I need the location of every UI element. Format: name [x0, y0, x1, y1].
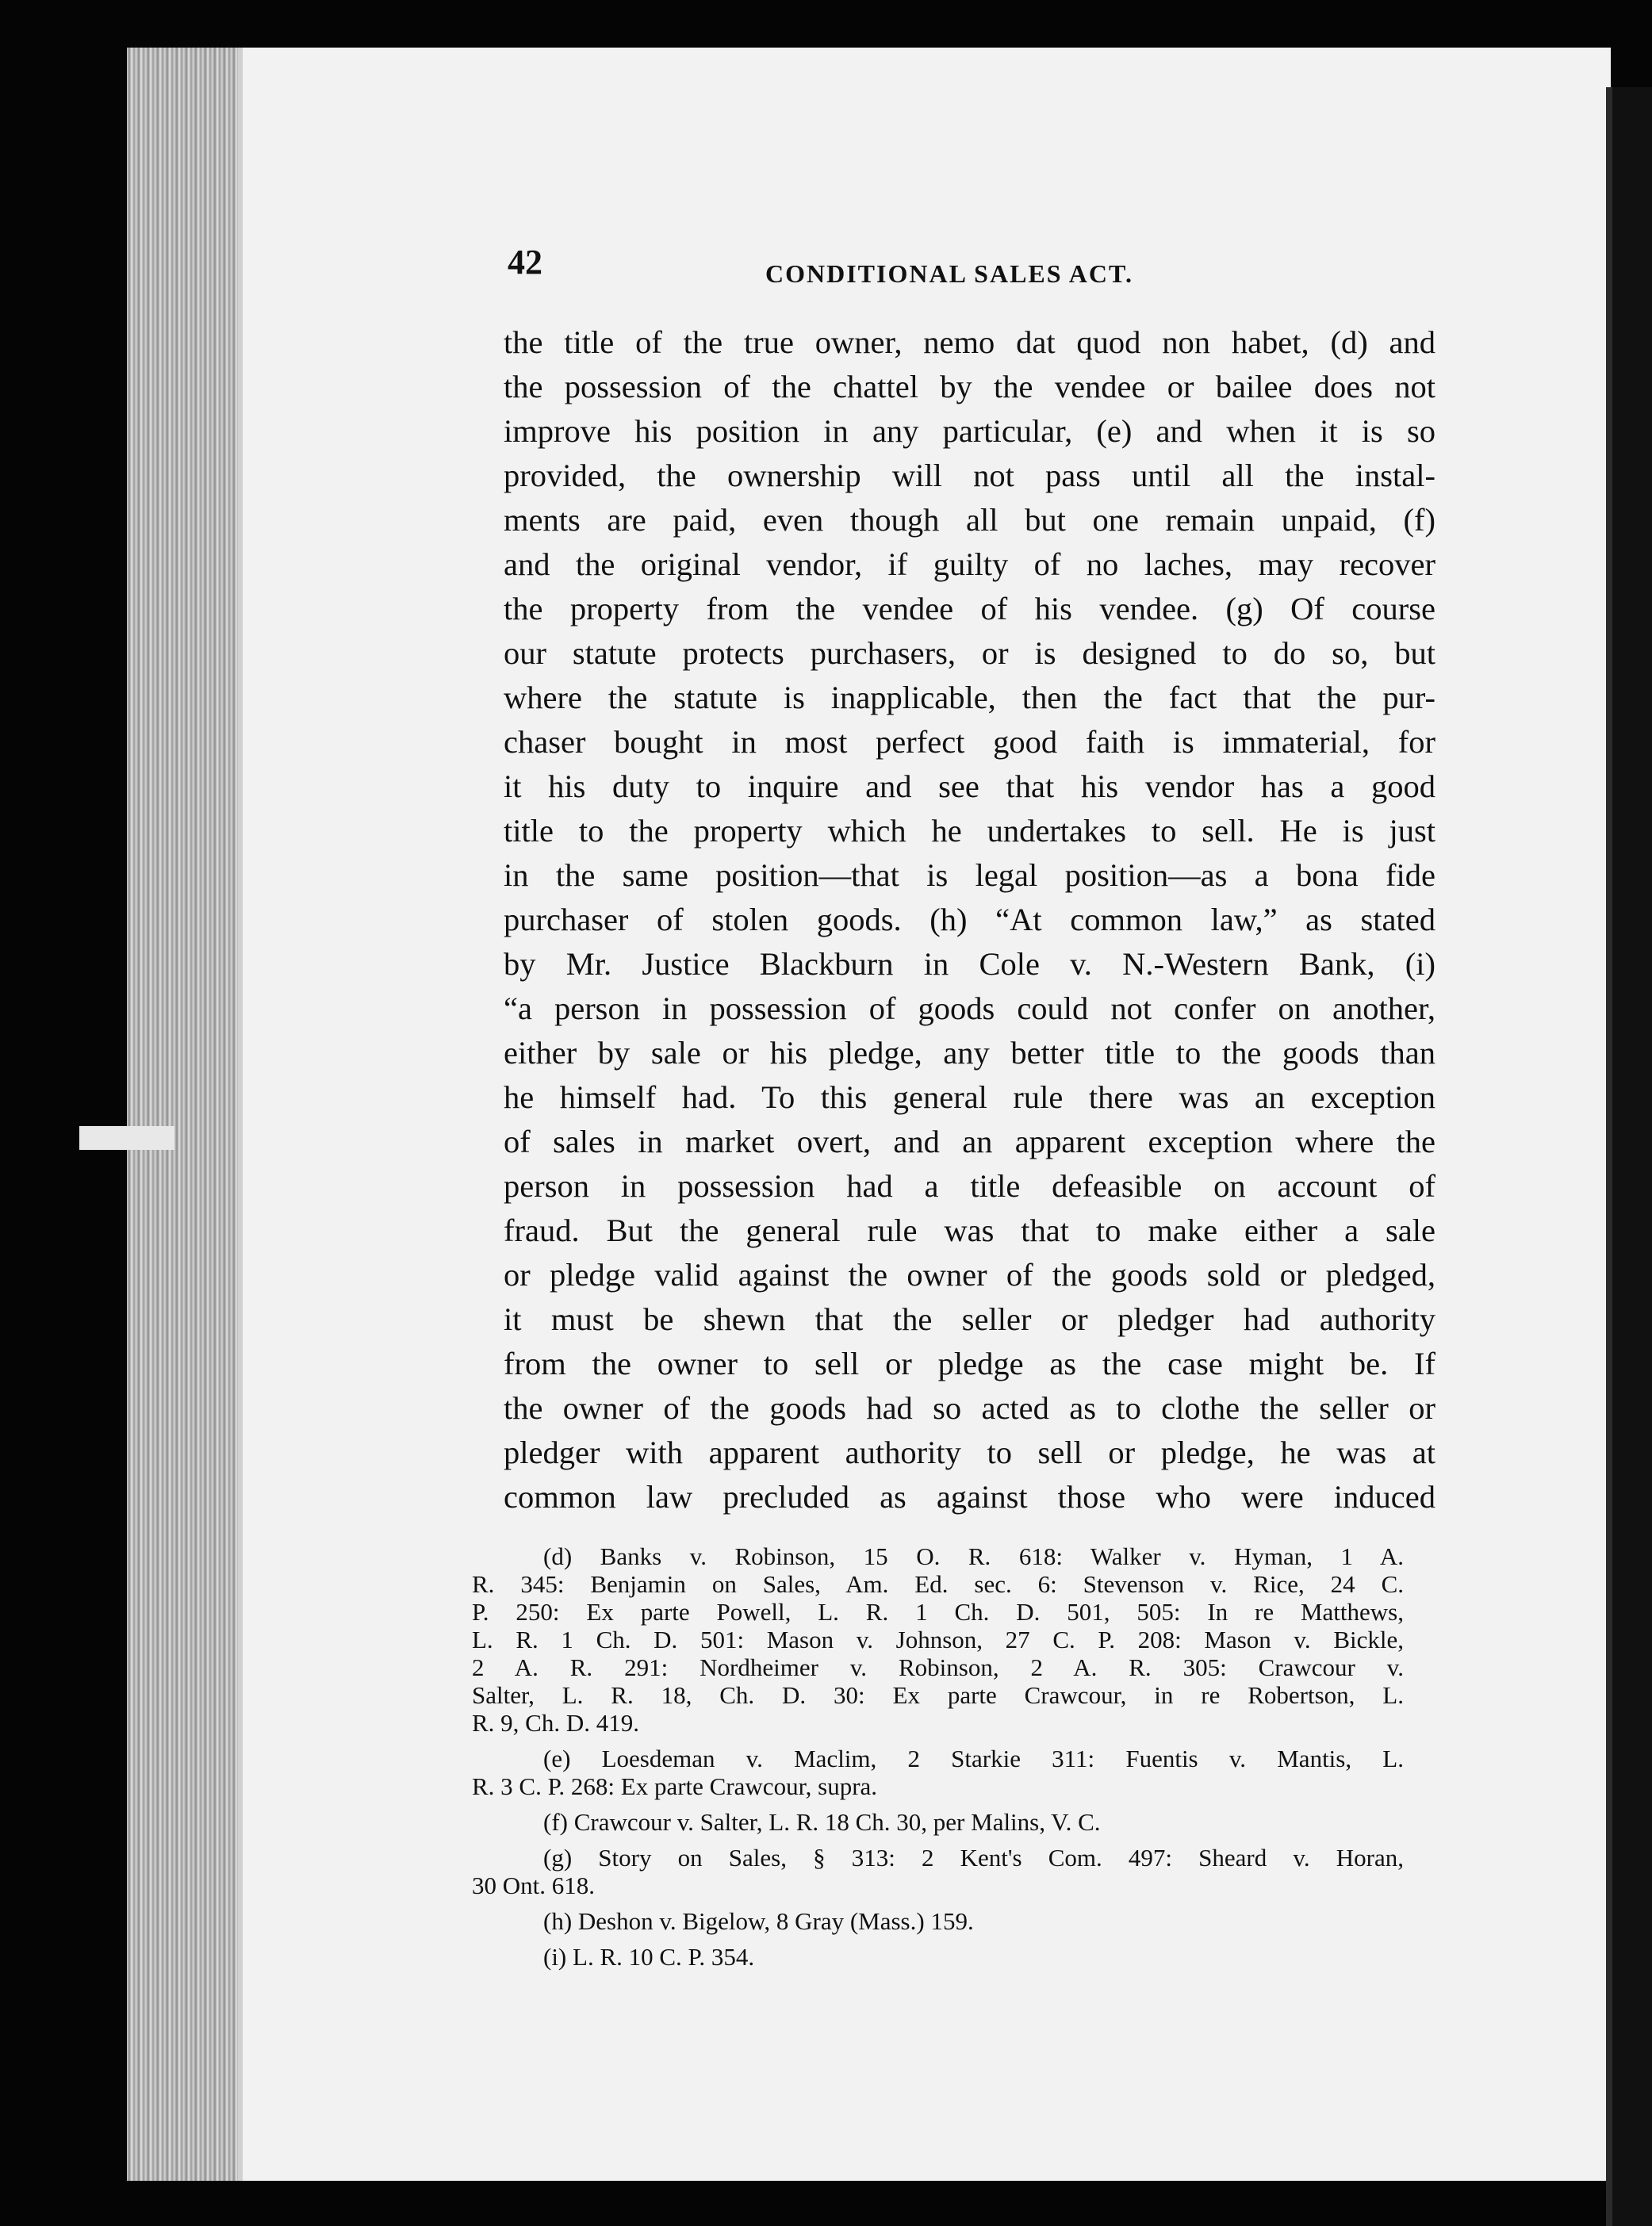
body-line: he himself had. To this general rule there was an exception: [504, 1079, 1435, 1115]
footnote-line: (f) Crawcour v. Salter, L. R. 18 Ch. 30, per Malins, V. C.: [543, 1808, 1101, 1836]
body-line: fraud. But the general rule was that to make either a sale: [504, 1213, 1435, 1248]
footnote-line: 2 A. R. 291: Nordheimer v. Robinson, 2 A. R. 305: Crawcour v.: [472, 1653, 1404, 1681]
page-header: [508, 242, 1435, 289]
body-line: ments are paid, even though all but one remain unpaid, (f): [504, 502, 1435, 538]
body-line: our statute protects purchasers, or is designed to do so, but: [504, 635, 1435, 671]
body-line: common law precluded as against those who were induced: [504, 1479, 1435, 1515]
footnote-f: [472, 1808, 1404, 1836]
footnote-g: [472, 1844, 1404, 1899]
body-line: title to the property which he undertakes to sell. He is just: [504, 813, 1435, 849]
facing-page-edge: [1606, 87, 1652, 2226]
footnote-line: P. 250: Ex parte Powell, L. R. 1 Ch. D. 501, 505: In re Matthews,: [472, 1598, 1404, 1626]
footnote-e: [472, 1745, 1404, 1800]
body-line: pledger with apparent authority to sell or pledge, he was at: [504, 1435, 1435, 1470]
page-edge-stack: [127, 48, 246, 2181]
footnotes: [472, 1542, 1404, 1979]
footnote-h: [472, 1907, 1404, 1935]
footnote-line: (g) Story on Sales, § 313: 2 Kent's Com. 497: Sheard v. Horan,: [543, 1844, 1404, 1872]
body-line: in the same position—that is legal position—as a bona fide: [504, 857, 1435, 893]
footnote-line: (h) Deshon v. Bigelow, 8 Gray (Mass.) 159.: [543, 1907, 974, 1935]
footnote-line: Salter, L. R. 18, Ch. D. 30: Ex parte Crawcour, in re Robertson, L.: [472, 1681, 1404, 1709]
footnote-line: (e) Loesdeman v. Maclim, 2 Starkie 311: Fuentis v. Mantis, L.: [543, 1745, 1404, 1772]
body-line: where the statute is inapplicable, then the fact that the pur-: [504, 680, 1435, 715]
footnote-line: R. 3 C. P. 268: Ex parte Crawcour, supra.: [472, 1772, 878, 1800]
running-head: CONDITIONAL SALES ACT.: [765, 259, 1133, 288]
body-line: “a person in possession of goods could not confer on another,: [504, 990, 1435, 1026]
footnote-line: R. 9, Ch. D. 419.: [472, 1709, 639, 1737]
footnote-line: R. 345: Benjamin on Sales, Am. Ed. sec. 6: Stevenson v. Rice, 24 C.: [472, 1570, 1404, 1598]
footnote-line: (i) L. R. 10 C. P. 354.: [543, 1943, 755, 1971]
body-line: the possession of the chattel by the vendee or bailee does not: [504, 369, 1435, 404]
body-line: either by sale or his pledge, any better title to the goods than: [504, 1035, 1435, 1071]
body-line: from the owner to sell or pledge as the case might be. If: [504, 1346, 1435, 1381]
footnote-d: [472, 1542, 1404, 1737]
body-line: by Mr. Justice Blackburn in Cole v. N.-Western Bank, (i): [504, 946, 1435, 982]
page-number: 42: [508, 243, 542, 282]
footnote-i: [472, 1943, 1404, 1971]
body-line: and the original vendor, if guilty of no laches, may recover: [504, 546, 1435, 582]
body-line: the owner of the goods had so acted as to clothe the seller or: [504, 1390, 1435, 1426]
body-line: improve his position in any particular, (e) and when it is so: [504, 413, 1435, 449]
body-line: person in possession had a title defeasible on account of: [504, 1168, 1435, 1204]
footnote-line: (d) Banks v. Robinson, 15 O. R. 618: Walker v. Hyman, 1 A.: [543, 1542, 1404, 1570]
body-line: it must be shewn that the seller or pledger had authority: [504, 1301, 1435, 1337]
body-line: the title of the true owner, nemo dat quod non habet, (d) and: [504, 324, 1435, 360]
footnote-line: 30 Ont. 618.: [472, 1872, 595, 1899]
body-line: of sales in market overt, and an apparent exception where the: [504, 1124, 1435, 1159]
body-text: [504, 320, 1435, 1519]
body-line: the property from the vendee of his vendee. (g) Of course: [504, 591, 1435, 626]
body-line: purchaser of stolen goods. (h) “At common law,” as stated: [504, 902, 1435, 937]
body-line: or pledge valid against the owner of the goods sold or pledged,: [504, 1257, 1435, 1293]
body-line: chaser bought in most perfect good faith is immaterial, for: [504, 724, 1435, 760]
footnote-line: L. R. 1 Ch. D. 501: Mason v. Johnson, 27 C. P. 208: Mason v. Bickle,: [472, 1626, 1404, 1653]
body-line: it his duty to inquire and see that his vendor has a good: [504, 768, 1435, 804]
body-line: provided, the ownership will not pass until all the instal-: [504, 458, 1435, 493]
